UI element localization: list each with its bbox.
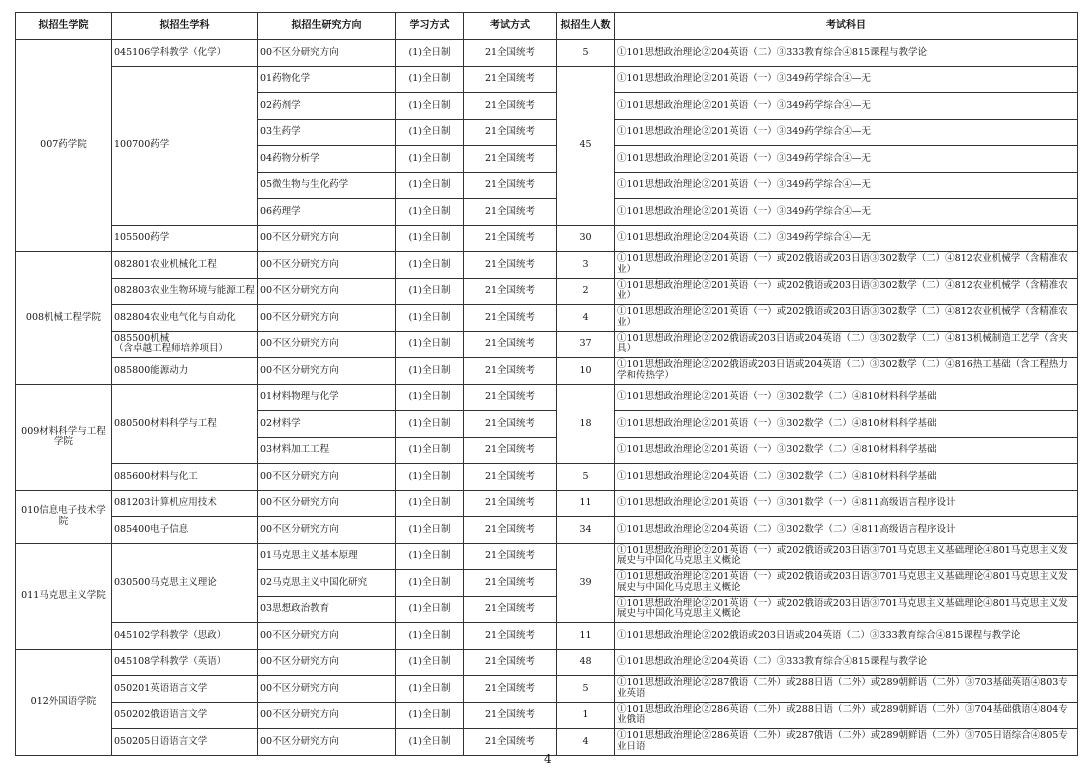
exam-mode-cell: 21全国统考 bbox=[464, 729, 557, 756]
mode-cell: (1)全日制 bbox=[396, 93, 464, 120]
exam-subjects-cell: ①101思想政治理论②202俄语或203日语或204英语（二）③302数学（二）④813机械制造工艺学（含夹具） bbox=[615, 331, 1078, 358]
exam-subjects-cell: ①101思想政治理论②201英语（一）③349药学综合④—无 bbox=[615, 172, 1078, 199]
table-row bbox=[16, 66, 1078, 93]
exam-subjects-cell: ①101思想政治理论②201英语（一）或202俄语或203日语③701马克思主义基础理论④801马克思主义发展史与中国化马克思主义概论 bbox=[615, 543, 1078, 570]
header-exam-subjects: 考试科目 bbox=[615, 13, 1078, 40]
table-row bbox=[16, 649, 1078, 676]
count-cell: 10 bbox=[557, 358, 615, 385]
exam-subjects-cell: ①101思想政治理论②202俄语或203日语或204英语（二）③302数学（二）④816热工基础（含工程热力学和传热学） bbox=[615, 358, 1078, 385]
count-cell: 4 bbox=[557, 305, 615, 332]
page-number: 4 bbox=[544, 752, 552, 766]
mode-cell: (1)全日制 bbox=[396, 570, 464, 597]
table-row bbox=[16, 278, 1078, 305]
exam-mode-cell: 21全国统考 bbox=[464, 570, 557, 597]
count-cell: 18 bbox=[557, 384, 615, 464]
exam-mode-cell: 21全国统考 bbox=[464, 358, 557, 385]
mode-cell: (1)全日制 bbox=[396, 490, 464, 517]
subject-cell: 082804农业电气化与自动化 bbox=[112, 305, 258, 332]
exam-mode-cell: 21全国统考 bbox=[464, 278, 557, 305]
table-row bbox=[16, 331, 1078, 358]
exam-subjects-cell: ①101思想政治理论②204英语（二）③333教育综合④815课程与教学论 bbox=[615, 40, 1078, 67]
exam-mode-cell: 21全国统考 bbox=[464, 40, 557, 67]
table-header-row bbox=[16, 13, 1078, 40]
header-subject: 拟招生学科 bbox=[112, 13, 258, 40]
header-enrollment: 拟招生人数 bbox=[557, 13, 615, 40]
subject-cell: 050202俄语语言文学 bbox=[112, 702, 258, 729]
mode-cell: (1)全日制 bbox=[396, 464, 464, 491]
exam-mode-cell: 21全国统考 bbox=[464, 119, 557, 146]
mode-cell: (1)全日制 bbox=[396, 729, 464, 756]
exam-subjects-cell: ①101思想政治理论②201英语（一）③349药学综合④—无 bbox=[615, 93, 1078, 120]
subject-cell: 050201英语语言文学 bbox=[112, 676, 258, 703]
mode-cell: (1)全日制 bbox=[396, 252, 464, 279]
college-cell: 011马克思主义学院 bbox=[16, 543, 112, 649]
table-row bbox=[16, 464, 1078, 491]
exam-mode-cell: 21全国统考 bbox=[464, 702, 557, 729]
college-cell: 008机械工程学院 bbox=[16, 252, 112, 385]
count-cell: 11 bbox=[557, 490, 615, 517]
direction-cell: 00不区分研究方向 bbox=[258, 702, 396, 729]
subject-cell: 045102学科教学（思政） bbox=[112, 623, 258, 650]
enrollment-table bbox=[15, 12, 1078, 756]
exam-subjects-cell: ①101思想政治理论②287俄语（二外）或288日语（二外）或289朝鲜语（二外）③703基础英语④803专业英语 bbox=[615, 676, 1078, 703]
direction-cell: 02马克思主义中国化研究 bbox=[258, 570, 396, 597]
exam-subjects-cell: ①101思想政治理论②204英语（二）③302数学（二）④810材料科学基础 bbox=[615, 464, 1078, 491]
header-study-mode: 学习方式 bbox=[396, 13, 464, 40]
exam-mode-cell: 21全国统考 bbox=[464, 649, 557, 676]
direction-cell: 00不区分研究方向 bbox=[258, 252, 396, 279]
direction-cell: 04药物分析学 bbox=[258, 146, 396, 173]
exam-subjects-cell: ①101思想政治理论②202俄语或203日语或204英语（二）③333教育综合④815课程与教学论 bbox=[615, 623, 1078, 650]
count-cell: 3 bbox=[557, 252, 615, 279]
direction-cell: 00不区分研究方向 bbox=[258, 517, 396, 544]
mode-cell: (1)全日制 bbox=[396, 702, 464, 729]
exam-subjects-cell: ①101思想政治理论②286英语（二外）或288日语（二外）或289朝鲜语（二外）③704基础俄语④804专业俄语 bbox=[615, 702, 1078, 729]
subject-cell: 045108学科教学（英语） bbox=[112, 649, 258, 676]
count-cell: 34 bbox=[557, 517, 615, 544]
exam-mode-cell: 21全国统考 bbox=[464, 252, 557, 279]
exam-mode-cell: 21全国统考 bbox=[464, 305, 557, 332]
subject-cell: 082803农业生物环境与能源工程 bbox=[112, 278, 258, 305]
exam-mode-cell: 21全国统考 bbox=[464, 172, 557, 199]
exam-mode-cell: 21全国统考 bbox=[464, 384, 557, 411]
direction-cell: 01材料物理与化学 bbox=[258, 384, 396, 411]
header-college: 拟招生学院 bbox=[16, 13, 112, 40]
subject-cell: 080500材料科学与工程 bbox=[112, 384, 258, 464]
mode-cell: (1)全日制 bbox=[396, 543, 464, 570]
exam-subjects-cell: ①101思想政治理论②201英语（一）或202俄语或203日语③701马克思主义基础理论④801马克思主义发展史与中国化马克思主义概论 bbox=[615, 570, 1078, 597]
table-row bbox=[16, 702, 1078, 729]
mode-cell: (1)全日制 bbox=[396, 199, 464, 226]
table-row bbox=[16, 252, 1078, 279]
exam-subjects-cell: ①101思想政治理论②201英语（一）③349药学综合④—无 bbox=[615, 119, 1078, 146]
exam-mode-cell: 21全国统考 bbox=[464, 596, 557, 623]
direction-cell: 06药理学 bbox=[258, 199, 396, 226]
count-cell: 39 bbox=[557, 543, 615, 623]
mode-cell: (1)全日制 bbox=[396, 331, 464, 358]
exam-subjects-cell: ①101思想政治理论②201英语（一）③349药学综合④—无 bbox=[615, 146, 1078, 173]
count-cell: 37 bbox=[557, 331, 615, 358]
subject-cell: 085500机械 （含卓越工程师培养项目） bbox=[112, 331, 258, 358]
count-cell: 1 bbox=[557, 702, 615, 729]
exam-mode-cell: 21全国统考 bbox=[464, 490, 557, 517]
count-cell: 5 bbox=[557, 40, 615, 67]
direction-cell: 01药物化学 bbox=[258, 66, 396, 93]
exam-mode-cell: 21全国统考 bbox=[464, 411, 557, 438]
mode-cell: (1)全日制 bbox=[396, 517, 464, 544]
mode-cell: (1)全日制 bbox=[396, 66, 464, 93]
exam-subjects-cell: ①101思想政治理论②201英语（一）③349药学综合④—无 bbox=[615, 66, 1078, 93]
subject-cell: 050205日语语言文学 bbox=[112, 729, 258, 756]
college-cell: 012外国语学院 bbox=[16, 649, 112, 755]
subject-cell: 045106学科教学（化学） bbox=[112, 40, 258, 67]
direction-cell: 03思想政治教育 bbox=[258, 596, 396, 623]
exam-mode-cell: 21全国统考 bbox=[464, 331, 557, 358]
exam-mode-cell: 21全国统考 bbox=[464, 623, 557, 650]
mode-cell: (1)全日制 bbox=[396, 172, 464, 199]
mode-cell: (1)全日制 bbox=[396, 384, 464, 411]
direction-cell: 01马克思主义基本原理 bbox=[258, 543, 396, 570]
exam-subjects-cell: ①101思想政治理论②201英语（一）或202俄语或203日语③302数学（二）④812农业机械学（含精准农业） bbox=[615, 305, 1078, 332]
exam-subjects-cell: ①101思想政治理论②201英语（一）或202俄语或203日语③302数学（二）④812农业机械学（含精准农业） bbox=[615, 278, 1078, 305]
table-row bbox=[16, 517, 1078, 544]
header-direction: 拟招生研究方向 bbox=[258, 13, 396, 40]
table-row bbox=[16, 384, 1078, 411]
mode-cell: (1)全日制 bbox=[396, 225, 464, 252]
direction-cell: 00不区分研究方向 bbox=[258, 490, 396, 517]
header-exam-mode: 考试方式 bbox=[464, 13, 557, 40]
exam-mode-cell: 21全国统考 bbox=[464, 464, 557, 491]
exam-mode-cell: 21全国统考 bbox=[464, 543, 557, 570]
exam-mode-cell: 21全国统考 bbox=[464, 676, 557, 703]
exam-subjects-cell: ①101思想政治理论②201英语（一）③302数学（二）④810材料科学基础 bbox=[615, 411, 1078, 438]
direction-cell: 00不区分研究方向 bbox=[258, 676, 396, 703]
exam-subjects-cell: ①101思想政治理论②286英语（二外）或287俄语（二外）或289朝鲜语（二外）③705日语综合④805专业日语 bbox=[615, 729, 1078, 756]
exam-subjects-cell: ①101思想政治理论②204英语（二）③302数学（二）④811高级语言程序设计 bbox=[615, 517, 1078, 544]
subject-cell: 100700药学 bbox=[112, 66, 258, 225]
subject-cell: 030500马克思主义理论 bbox=[112, 543, 258, 623]
table-row bbox=[16, 225, 1078, 252]
table-row bbox=[16, 40, 1078, 67]
college-cell: 010信息电子技术学院 bbox=[16, 490, 112, 543]
mode-cell: (1)全日制 bbox=[396, 411, 464, 438]
exam-mode-cell: 21全国统考 bbox=[464, 146, 557, 173]
exam-subjects-cell: ①101思想政治理论②201英语（一）③349药学综合④—无 bbox=[615, 199, 1078, 226]
table-row bbox=[16, 490, 1078, 517]
subject-cell: 082801农业机械化工程 bbox=[112, 252, 258, 279]
direction-cell: 02材料学 bbox=[258, 411, 396, 438]
subject-cell: 085600材料与化工 bbox=[112, 464, 258, 491]
direction-cell: 00不区分研究方向 bbox=[258, 305, 396, 332]
exam-subjects-cell: ①101思想政治理论②204英语（二）③333教育综合④815课程与教学论 bbox=[615, 649, 1078, 676]
subject-cell: 085800能源动力 bbox=[112, 358, 258, 385]
count-cell: 5 bbox=[557, 464, 615, 491]
mode-cell: (1)全日制 bbox=[396, 649, 464, 676]
exam-mode-cell: 21全国统考 bbox=[464, 93, 557, 120]
direction-cell: 00不区分研究方向 bbox=[258, 225, 396, 252]
exam-mode-cell: 21全国统考 bbox=[464, 199, 557, 226]
table-row bbox=[16, 623, 1078, 650]
table-row bbox=[16, 676, 1078, 703]
mode-cell: (1)全日制 bbox=[396, 623, 464, 650]
mode-cell: (1)全日制 bbox=[396, 40, 464, 67]
count-cell: 45 bbox=[557, 66, 615, 225]
direction-cell: 03生药学 bbox=[258, 119, 396, 146]
college-cell: 009材料科学与工程学院 bbox=[16, 384, 112, 490]
count-cell: 30 bbox=[557, 225, 615, 252]
exam-mode-cell: 21全国统考 bbox=[464, 225, 557, 252]
exam-subjects-cell: ①101思想政治理论②201英语（一）或202俄语或203日语③302数学（二）④812农业机械学（含精准农业） bbox=[615, 252, 1078, 279]
exam-subjects-cell: ①101思想政治理论②201英语（一）③301数学（一）④811高级语言程序设计 bbox=[615, 490, 1078, 517]
subject-cell: 105500药学 bbox=[112, 225, 258, 252]
mode-cell: (1)全日制 bbox=[396, 596, 464, 623]
table-row bbox=[16, 305, 1078, 332]
subject-cell: 081203计算机应用技术 bbox=[112, 490, 258, 517]
direction-cell: 00不区分研究方向 bbox=[258, 729, 396, 756]
table-row bbox=[16, 358, 1078, 385]
count-cell: 4 bbox=[557, 729, 615, 756]
exam-subjects-cell: ①101思想政治理论②204英语（二）③349药学综合④—无 bbox=[615, 225, 1078, 252]
exam-subjects-cell: ①101思想政治理论②201英语（一）③302数学（二）④810材料科学基础 bbox=[615, 437, 1078, 464]
exam-subjects-cell: ①101思想政治理论②201英语（一）③302数学（二）④810材料科学基础 bbox=[615, 384, 1078, 411]
exam-mode-cell: 21全国统考 bbox=[464, 66, 557, 93]
exam-subjects-cell: ①101思想政治理论②201英语（一）或202俄语或203日语③701马克思主义基础理论④801马克思主义发展史与中国化马克思主义概论 bbox=[615, 596, 1078, 623]
mode-cell: (1)全日制 bbox=[396, 119, 464, 146]
direction-cell: 00不区分研究方向 bbox=[258, 331, 396, 358]
count-cell: 11 bbox=[557, 623, 615, 650]
mode-cell: (1)全日制 bbox=[396, 437, 464, 464]
direction-cell: 02药剂学 bbox=[258, 93, 396, 120]
mode-cell: (1)全日制 bbox=[396, 278, 464, 305]
direction-cell: 00不区分研究方向 bbox=[258, 623, 396, 650]
mode-cell: (1)全日制 bbox=[396, 146, 464, 173]
direction-cell: 00不区分研究方向 bbox=[258, 358, 396, 385]
direction-cell: 05微生物与生化药学 bbox=[258, 172, 396, 199]
direction-cell: 00不区分研究方向 bbox=[258, 40, 396, 67]
count-cell: 2 bbox=[557, 278, 615, 305]
mode-cell: (1)全日制 bbox=[396, 676, 464, 703]
mode-cell: (1)全日制 bbox=[396, 358, 464, 385]
direction-cell: 00不区分研究方向 bbox=[258, 278, 396, 305]
subject-cell: 085400电子信息 bbox=[112, 517, 258, 544]
direction-cell: 00不区分研究方向 bbox=[258, 649, 396, 676]
count-cell: 5 bbox=[557, 676, 615, 703]
college-cell: 007药学院 bbox=[16, 40, 112, 252]
count-cell: 48 bbox=[557, 649, 615, 676]
exam-mode-cell: 21全国统考 bbox=[464, 517, 557, 544]
exam-mode-cell: 21全国统考 bbox=[464, 437, 557, 464]
mode-cell: (1)全日制 bbox=[396, 305, 464, 332]
direction-cell: 00不区分研究方向 bbox=[258, 464, 396, 491]
table-row bbox=[16, 543, 1078, 570]
direction-cell: 03材料加工工程 bbox=[258, 437, 396, 464]
